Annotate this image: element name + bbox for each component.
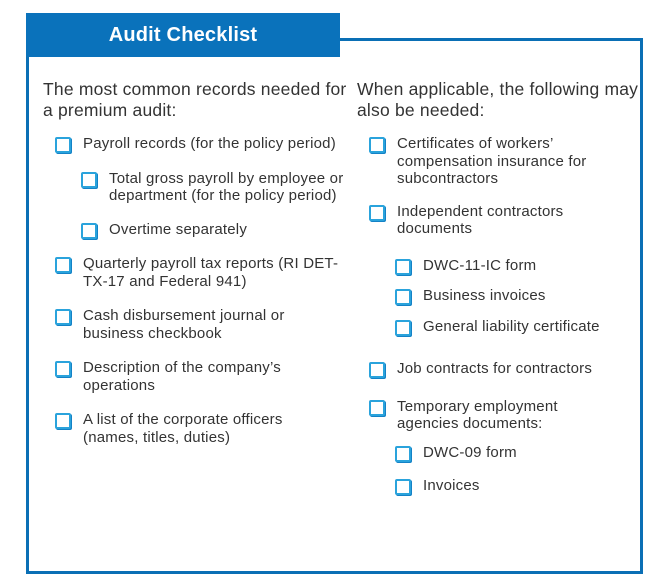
checkbox-icon[interactable]	[55, 309, 71, 325]
checklist-item	[357, 477, 642, 495]
checkbox-icon[interactable]	[395, 259, 411, 275]
item-label: Quarterly payroll tax reports (RI DET-TX-17 and Federal 941)	[83, 255, 339, 290]
checkbox-icon[interactable]	[55, 413, 71, 429]
item-label: A list of the corporate officers (names, titles, duties)	[83, 411, 283, 446]
item-label: General liability certificate	[423, 317, 600, 335]
checklist-item	[43, 135, 353, 153]
item-label: DWC-11-IC form	[423, 256, 537, 274]
checklist-item	[357, 135, 637, 188]
item-label: Description of the company’s operations	[83, 359, 281, 394]
left-intro: The most common records needed for a premium audit:	[43, 79, 347, 120]
checklist-item	[357, 257, 642, 275]
item-label: Overtime separately	[109, 220, 248, 238]
checklist-item	[43, 170, 354, 205]
item-label: Independent contractors documents	[397, 202, 564, 237]
checklist-item	[357, 444, 642, 462]
item-label: Job contracts for contractors	[397, 360, 593, 377]
item-label: Cash disbursement journal or business checkbook	[83, 307, 285, 342]
checklist-item	[357, 203, 607, 238]
left-checklist	[43, 135, 353, 446]
item-label: DWC-09 form	[423, 443, 517, 461]
checkbox-icon[interactable]	[81, 223, 97, 239]
checklist-item	[43, 411, 333, 446]
checkbox-icon[interactable]	[81, 172, 97, 188]
checkbox-icon[interactable]	[395, 446, 411, 462]
checkbox-icon[interactable]	[369, 400, 385, 416]
checklist-item	[357, 398, 597, 433]
checklist-item	[357, 318, 642, 336]
checkbox-icon[interactable]	[369, 137, 385, 153]
right-column	[357, 79, 642, 495]
item-label: Payroll records (for the policy period)	[83, 135, 336, 152]
left-column	[43, 79, 353, 446]
checkbox-icon[interactable]	[395, 289, 411, 305]
checkbox-icon[interactable]	[369, 205, 385, 221]
checklist-item	[357, 287, 642, 305]
checklist-item	[43, 221, 353, 239]
checkbox-icon[interactable]	[55, 257, 71, 273]
checklist-item	[43, 359, 323, 394]
item-label: Business invoices	[423, 287, 546, 304]
item-label: Invoices	[423, 477, 480, 494]
item-label: Certificates of workers’ compensation insurance for subcontractors	[397, 135, 587, 187]
checkbox-icon[interactable]	[395, 320, 411, 336]
checklist-item	[357, 360, 642, 378]
right-checklist	[357, 135, 642, 495]
checklist-item	[43, 307, 323, 342]
checkbox-icon[interactable]	[55, 361, 71, 377]
checkbox-icon[interactable]	[55, 137, 71, 153]
checklist-item	[43, 255, 353, 290]
item-label: Total gross payroll by employee or department (for the policy period)	[109, 169, 344, 204]
item-label: Temporary employment agencies documents:	[397, 397, 558, 432]
checkbox-icon[interactable]	[369, 362, 385, 378]
right-intro: When applicable, the following may also be needed:	[357, 79, 639, 120]
checklist-title: Audit Checklist	[26, 13, 340, 57]
checkbox-icon[interactable]	[395, 479, 411, 495]
